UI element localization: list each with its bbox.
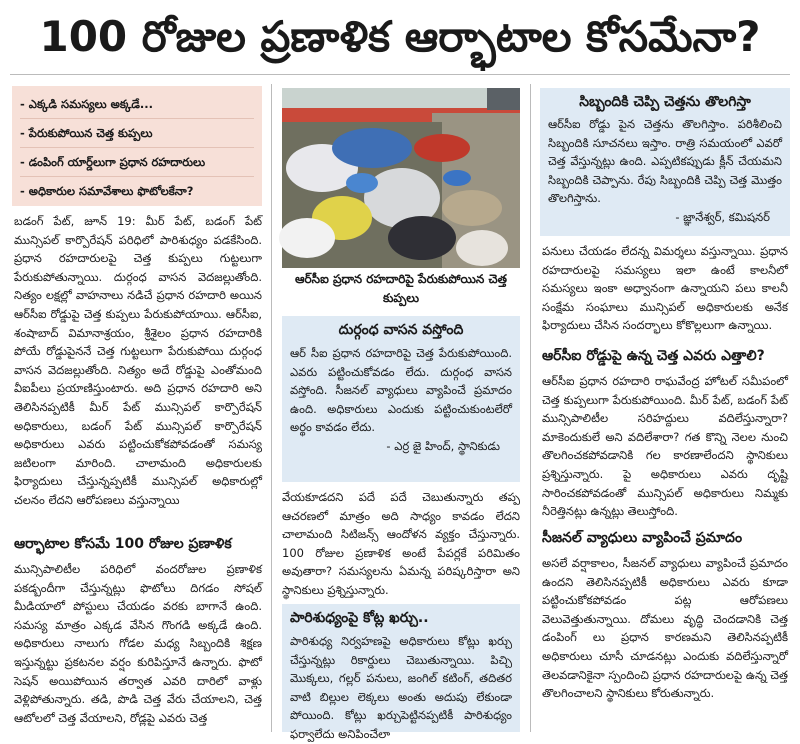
col3-para1: పనులు చేయడం లేదన్న విమర్శలు వస్తున్నాయి. ప్రధాన రహదారులపై సమస్యలు ఇలా ఉంటే కాలనీలో సమస్యలు ఇంకా అధ్వానంగా ఉన్నాయని పలు కాలనీ సంక్షేమ సంఘాలు మున్సిపల్‌ అధికారులకు అనేక ఫిర్యాదులు చేసిన సందర్భాలు కోకొల్లలుగా ఉన్నాయి. (542, 244, 788, 333)
col3-para3-block (542, 554, 788, 732)
col3-subhead1: ఆర్‌సీఐ రోడ్డుపై ఉన్న చెత్త ఎవరు ఎత్తాలి? (542, 348, 765, 364)
col1-para1-block (14, 212, 262, 532)
commissioner-box-text: ఆర్‌సీఐ రోడ్డు పైన చెత్తను తొలగిస్తాం. పరిశీలించి సిబ్బందికి సూచనలు ఇస్తాం. రాత్రి సమయంలో ఎవరో చెత్త వేస్తున్నట్లు ఉంది. ఎప్పటికప్పుడు క్లీన్‌ చేయమని సిబ్బందికి చెప్పాను. రేపు సిబ్బందికి చెప్పి చెత్త మొత్తం తొలగిస్తాను. (548, 117, 782, 206)
col1-para2-block (14, 560, 262, 732)
col2-para1-block (282, 488, 520, 600)
col1-para2: మున్సిపాలిటీల పరిధిలో వందరోజుల ప్రణాళిక పకడ్బందీగా చేస్తున్నట్లు ఫొటోలు దిగడం సోషల్‌ మీడియాలో పోస్టులు చేయడం వరకు బాగానే ఉంది. సమస్య మాత్రం ఎక్కడ వేసిన గొంగడి అక్కడే ఉంది. అధికారులు నాలుగు గోడల మధ్య సిబ్బందికి శిక్షణ ఇస్తున్నట్టు ప్రకటనల వర్షం కురిపిస్తూనే ఉన్నారు. ఫొటో సెషన్‌ అయిపోయిన తర్వాత ఎవరి దారిలో వాళ్లు వెళ్లిపోతున్నారు. తడి, పొడి చెత్త వేరు చేయాలని, చెత్త ఆటోలలో చెత్త వేయాలని, రోడ్లపై ఎవరు చెత్త (14, 562, 262, 725)
quote-box-resident (282, 316, 520, 482)
col3-para1-block (542, 242, 788, 342)
col2-para1: వేయకూడదని పదే పదే చెబుతున్నారు తప్ప ఆచరణలో మాత్రం అది సాధ్యం కావడం లేదని చాలామంది సిటిజన్స్‌ ఆందోళన వ్యక్తం చేస్తున్నారు. 100 రోజుల ప్రణాళిక అంటే పేపర్లకే పరిమితం అవుతారా? సమస్యలను ఏమన్న పరిష్కరిస్తారా అని స్థానికులు ప్రశ్నిస్తున్నారు. (282, 490, 520, 597)
commissioner-box-heading: సిబ్బందికి చెప్పి చెత్తను తొలగిస్తా (579, 94, 751, 110)
photo-caption: ఆర్‌సీఐ ప్రధాన రహదారిపై పేరుకుపోయిన చెత్త కుప్పలు (294, 272, 507, 305)
col3-para2: ఆర్‌సీఐ ప్రధాన రహదారి రాఘవేంద్ర హోటల్‌ సమీపంలో చెత్త కుప్పలుగా పేరుకుపోయింది. మీర్‌ పేట్‌, బడంగ్‌ పేట్‌ మున్సిపాలిటీల సరిహద్దులు వదిలేస్తున్నారా? మాకెందుకులే అని వదిలేశారా? గత కొన్ని నెలల నుంచి తొలగించకపోవడానికి గల కారణాలేందని స్థానికులు ప్రశ్నిస్తున్నారు. పై అధికారులు ఎవరు దృష్టి సారించకపోవడంతో మున్సిపల్‌ అధికారులు నిమ్మకు నీరెత్తినట్లు ఉన్నట్లు తెలుస్తోంది. (542, 374, 788, 519)
column-divider (271, 84, 272, 732)
col1-subhead: ఆర్భాటాల కోసమే 100 రోజుల ప్రణాళిక (14, 536, 232, 552)
bullet-item: - డంపింగ్‌ యార్డ్‌లుగా ప్రధాన రహదారులు (20, 148, 254, 177)
col3-para3: అసలే వర్షాకాలం, సీజనల్‌ వ్యాధులు వ్యాపించే ప్రమాదం ఉందని తెలిసినప్పటికీ అధికారులు ఎవరు కూడా పట్టించుకోకపోవడం పట్ల ఆరోపణలు వెలువెత్తుతున్నాయి. దోమలు వృద్ధి చెందడానికి చెత్త డంపింగ్‌ లు ప్రధాన కారణమని తెలిసినప్పటికీ అధికారులు చూసీ చూడనట్లు ఎందుకు వదిలేస్తున్నారో తెలవడానికైనా స్పందించి ప్రధాన రహదారులపై ఉన్న చెత్త తొలగించాలని స్థానికులు కోరుతున్నారు. (542, 556, 788, 701)
col2-para2: పారిశుధ్య నిర్వహణపై అధికారులు కోట్లు ఖర్చు చేస్తున్నట్లు రికార్డులు చెబుతున్నాయి. పిచ్చి మొక్కలు, గల్లర్‌ పనులు, జంగిల్‌ కటింగ్‌, తదితర వాటి బిల్లుల లెక్కలు అంతు అదుపు లేకుండా పోయింది. కోట్లు ఖర్చుపెట్టినప్పటికీ పారిశుధ్యం ఫర్వాలేదు అనిపించేలా (290, 634, 512, 741)
headline-rule (10, 74, 790, 75)
headline: 100 రోజుల ప్రణాళిక ఆర్భాటాల కోసమేనా? (39, 12, 761, 61)
col3-subhead2: సీజనల్‌ వ్యాధులు వ్యాపించే ప్రమాదం (542, 530, 743, 546)
col3-subhead2-block (542, 528, 788, 550)
col1-subhead-block (14, 534, 262, 556)
bullet-item: - అధికారుల సమావేశాలు ఫొటోలకేనా? (20, 184, 194, 198)
col1-para1: బడంగ్‌ పేట్‌, జూన్‌ 19: మీర్‌ పేట్‌, బడంగ్‌ పేట్‌ మున్సిపల్‌ కార్పొరేషన్‌ పరిధిలో పారిశుధ్యం పడకేసింది. ప్రధాన రహదారులపై చెత్త కుప్పలు గుట్టలుగా పేరుకుపోతున్నాయి. దుర్గంధ వాసన వెదజల్లుతోంది. నిత్యం లక్షల్లో వాహనాలు నడిచే ప్రధాన రహదారి అయిన ఆర్‌సీఐ రోడ్డుపై చెత్త కుప్పలు పేరుకుపోయాయి. ఆర్‌సీఐ, శంషాబాద్‌ విమానాశ్రయం, శ్రీశైలం ప్రధాన రహదారికి పోయే రోడ్డుపైననే చెత్త గుట్టలుగా పేరుకుపోయి దుర్గంధ వాసన వెదజల్లుతోంది. నిత్యం అదే రోడ్డుపై ఎంతోమంది వీఐపీలు ప్రయాణిస్తుంటారు. అది ప్రధాన రహదారి అని తెలిసినప్పటికీ మీర్‌ పేట్‌ మున్సిపల్‌ కార్పొరేషన్‌ అధికారులు, బడంగ్‌ పేట్‌ మున్సిపల్‌ కార్పొరేషన్‌ అధికారులు ఎవరు పట్టించుకోకపోవడంతో సమస్య జటిలంగా మారింది. చాలామంది అధికారులకు ఫిర్యాదులు చేస్తున్నప్పటికీ మున్సిపల్‌ అధికారుల్లో చలనం లేదని ఆరోపణలు వస్తున్నాయి (14, 214, 262, 507)
bullet-item: - పేరుకుపోయిన చెత్త కుప్పలు (20, 119, 254, 148)
bullet-item: - ఎక్కడి సమస్యలు అక్కడే... (20, 90, 254, 119)
bullet-box (12, 86, 262, 206)
quote-box-text: ఆర్‌ సీఐ ప్రధాన రహదారిపై చెత్త పేరుకుపోయింది. ఎవరు పట్టించుకోవడం లేదు. దుర్గంధ వాసన వస్తోంది. సీజనల్‌ వ్యాధులు వ్యాపించే ప్రమాదం ఉంది. అధికారులు ఎందుకు పట్టించుకుంటలేరో అర్థం కావడం లేదు. (290, 346, 512, 435)
garbage-photo (282, 88, 520, 268)
col3-subhead1-block (542, 346, 788, 368)
column-divider (530, 84, 531, 732)
quote-box-commissioner (540, 88, 790, 236)
quote-box-signature: - ఎర్ర జై హింద్‌, స్థానికుడు (386, 438, 500, 453)
commissioner-box-signature: - జ్ఞానేశ్వర్‌, కమిషనర్‌ (675, 209, 770, 224)
col3-para2-block (542, 372, 788, 524)
quote-box-heading: దుర్గంధ వాసన వస్తోంది (338, 322, 464, 338)
col2-subhead: పారిశుధ్యంపై కోట్ల ఖర్చు.. (290, 610, 429, 626)
cost-box (282, 604, 520, 741)
